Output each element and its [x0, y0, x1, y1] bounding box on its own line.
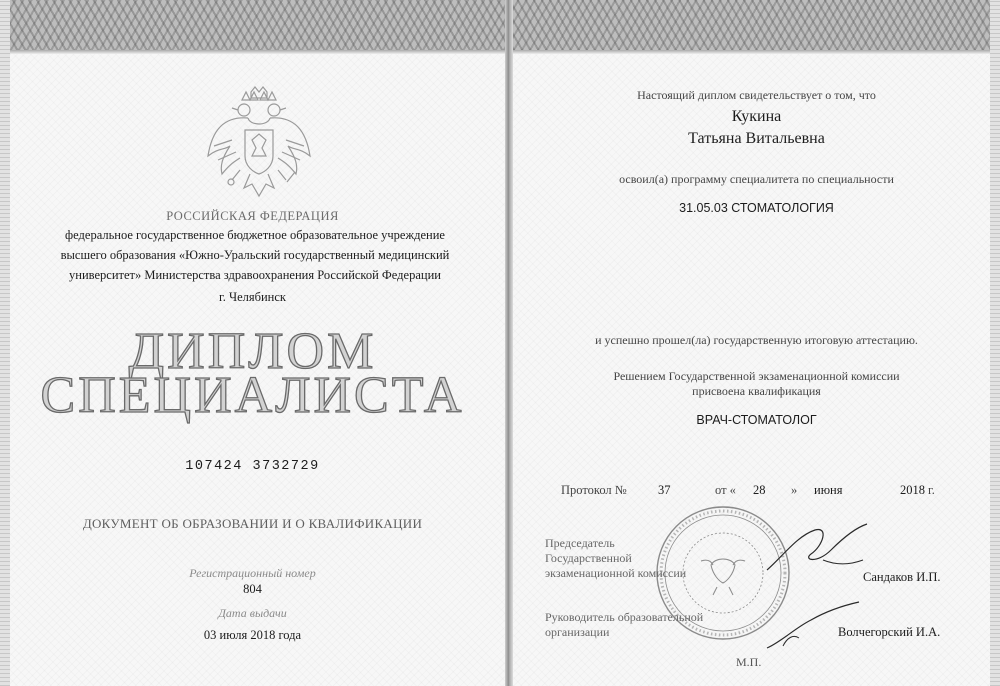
head-label-line: организации [545, 625, 610, 639]
chairman-signature-icon [763, 520, 873, 580]
graduate-surname: Кукина [731, 108, 782, 125]
protocol-from-label: от « [715, 483, 736, 497]
certification-text: и успешно прошел(ла) государственную итоговую аттестацию. [595, 333, 918, 347]
program-text: освоил(а) программу специалитета по специальности [619, 172, 894, 186]
chairman-label-line: Председатель [545, 536, 615, 550]
institution-line: университет» Министерства здравоохранения Российской Федерации [69, 268, 441, 282]
coat-of-arms-icon [204, 86, 314, 202]
security-band-top [0, 0, 505, 50]
protocol-day: 28 [753, 483, 766, 497]
serial-number: 107424 3732729 [185, 459, 320, 474]
decision-text-line2: присвоена квалификация [692, 384, 821, 398]
decision-text-line1: Решением Государственной экзаменационной комиссии [613, 369, 900, 383]
certify-intro: Настоящий диплом свидетельствует о том, что [637, 88, 876, 102]
chairman-label-line: Государственной [545, 551, 632, 565]
page-fold [505, 0, 513, 686]
chairman-label [545, 536, 686, 581]
protocol-year-suffix: г. [928, 483, 935, 497]
chairman-name: Сандаков И.П. [863, 570, 941, 584]
protocol-close-quote: » [791, 483, 798, 497]
protocol-year: 2018 [900, 483, 925, 497]
head-label [545, 610, 703, 640]
city: г. Челябинск [219, 290, 286, 304]
head-label-line: Руководитель образовательной [545, 610, 704, 624]
qualification: ВРАЧ-СТОМАТОЛОГ [696, 413, 817, 427]
document-type: ДОКУМЕНТ ОБ ОБРАЗОВАНИИ И О КВАЛИФИКАЦИИ [82, 516, 423, 531]
protocol-label: Протокол № [561, 483, 627, 497]
institution-line: высшего образования «Южно-Уральский государственный медицинский [60, 248, 450, 262]
graduate-name: Татьяна Витальевна [688, 130, 825, 147]
diploma-title-line1: ДИПЛОМ [128, 323, 377, 380]
issue-date: 03 июля 2018 года [203, 628, 302, 642]
head-name: Волчегорский И.А. [838, 625, 941, 639]
institution-line: федеральное государственное бюджетное образовательное учреждение [65, 228, 445, 242]
registration-number: 804 [243, 582, 262, 596]
protocol-month: июня [814, 483, 843, 497]
country-name: РОССИЙСКАЯ ФЕДЕРАЦИЯ [166, 209, 339, 223]
diploma-title-line2: СПЕЦИАЛИСТА [40, 367, 465, 424]
issue-date-label: Дата выдачи [218, 606, 287, 620]
seal-label: М.П. [736, 655, 762, 669]
specialty: 31.05.03 СТОМАТОЛОГИЯ [679, 201, 834, 215]
chairman-label-line: экзаменационной комиссии [545, 566, 687, 580]
protocol-number: 37 [658, 483, 671, 497]
security-band-top [513, 0, 1000, 50]
diploma-right-page [513, 0, 1000, 686]
institution-name [40, 225, 470, 285]
registration-number-label: Регистрационный номер [189, 566, 316, 580]
